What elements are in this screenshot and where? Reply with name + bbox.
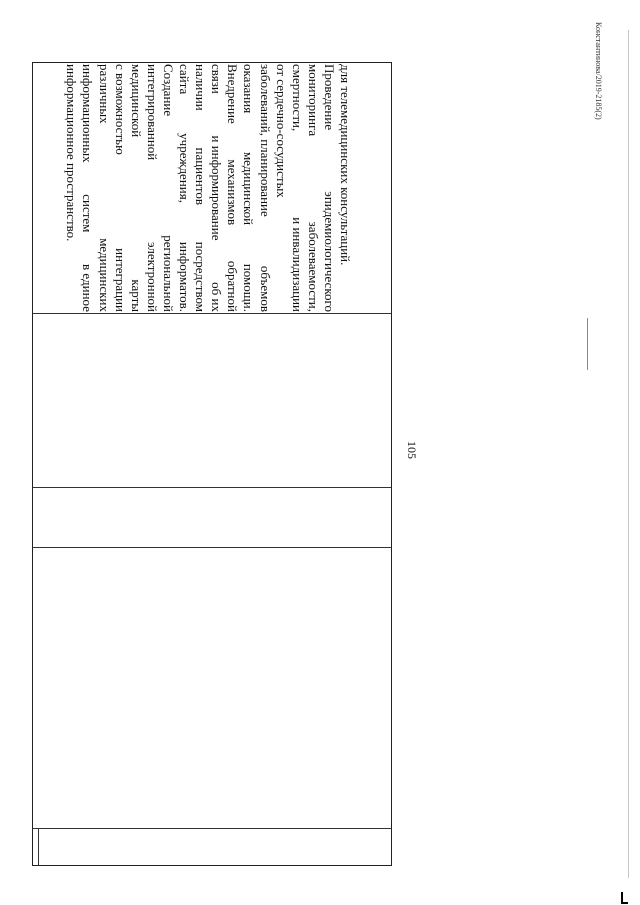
scan-edge-line [628, 30, 629, 878]
text-segment: оказания [241, 64, 257, 114]
text-segment: медицинских [96, 238, 112, 312]
text-segment: сайта [177, 64, 193, 95]
text-segment: карты [128, 279, 144, 312]
text-segment: Внедрение [225, 64, 241, 124]
text-line [224, 64, 240, 312]
text-line [321, 64, 337, 312]
text-segment: Создание [160, 64, 176, 117]
text-segment: медицинской [128, 64, 144, 138]
row-divider-1 [33, 313, 391, 314]
text-line [289, 64, 305, 312]
text-line [112, 64, 128, 312]
text-segment: об их [209, 282, 225, 312]
text-line [144, 64, 160, 312]
document-footer-id: Константинова/2019-2185(2) [594, 22, 603, 120]
text-segment: связи [209, 64, 225, 94]
text-segment: и инвалидизации [289, 217, 305, 312]
text-line [96, 64, 112, 312]
text-segment: с возможностью [112, 64, 128, 155]
text-segment: и информирование [209, 135, 225, 241]
text-line [240, 64, 256, 312]
text-line: информационное пространство. [64, 64, 80, 242]
text-line [208, 64, 224, 312]
row-divider-4 [33, 828, 391, 829]
text-segment: смертности, [289, 64, 305, 132]
measures-description-cell [25, 64, 353, 312]
text-segment: интеграции [112, 248, 128, 312]
text-segment: заболеваний, планирование [257, 64, 273, 217]
row-divider-2 [33, 487, 391, 488]
text-segment: информационных [80, 64, 96, 163]
text-segment: посредством [193, 241, 209, 312]
text-segment: пациентов [193, 147, 209, 206]
text-line [79, 64, 95, 312]
text-line [192, 64, 208, 312]
text-line [256, 64, 272, 312]
text-segment: механизмов [225, 159, 241, 226]
text-segment: информатов. [177, 241, 193, 312]
rotated-table [32, 62, 392, 866]
text-segment: Проведение [321, 64, 337, 131]
text-segment: эпидемиологического [321, 191, 337, 312]
text-segment: в единое [80, 264, 96, 312]
text-segment: различных [96, 64, 112, 124]
text-segment: интегрированной [144, 64, 160, 161]
text-segment: учреждения, [177, 133, 193, 203]
text-segment: обратной [225, 260, 241, 312]
text-segment: заболеваемости, [305, 221, 321, 312]
page-number: 105 [405, 441, 419, 459]
text-line [176, 64, 192, 312]
text-line [128, 64, 144, 312]
text-line: от сердечно-сосудистых [273, 64, 289, 198]
text-segment: мониторинга [305, 64, 321, 137]
text-line [160, 64, 176, 312]
text-segment: региональной [160, 235, 176, 312]
text-line [305, 64, 321, 312]
text-segment: электронной [144, 242, 160, 312]
text-segment: наличии [193, 64, 209, 111]
text-segment: помощи. [241, 263, 257, 312]
text-segment: объемов [257, 265, 273, 312]
text-segment: медицинской [241, 151, 257, 226]
scan-artifact-line [587, 318, 588, 370]
text-line: для телемедицинских консультаций. [338, 64, 353, 266]
row-divider-3 [33, 547, 391, 548]
text-segment: систем [80, 194, 96, 233]
column-divider [38, 828, 39, 865]
scan-corner-mark [621, 892, 628, 904]
